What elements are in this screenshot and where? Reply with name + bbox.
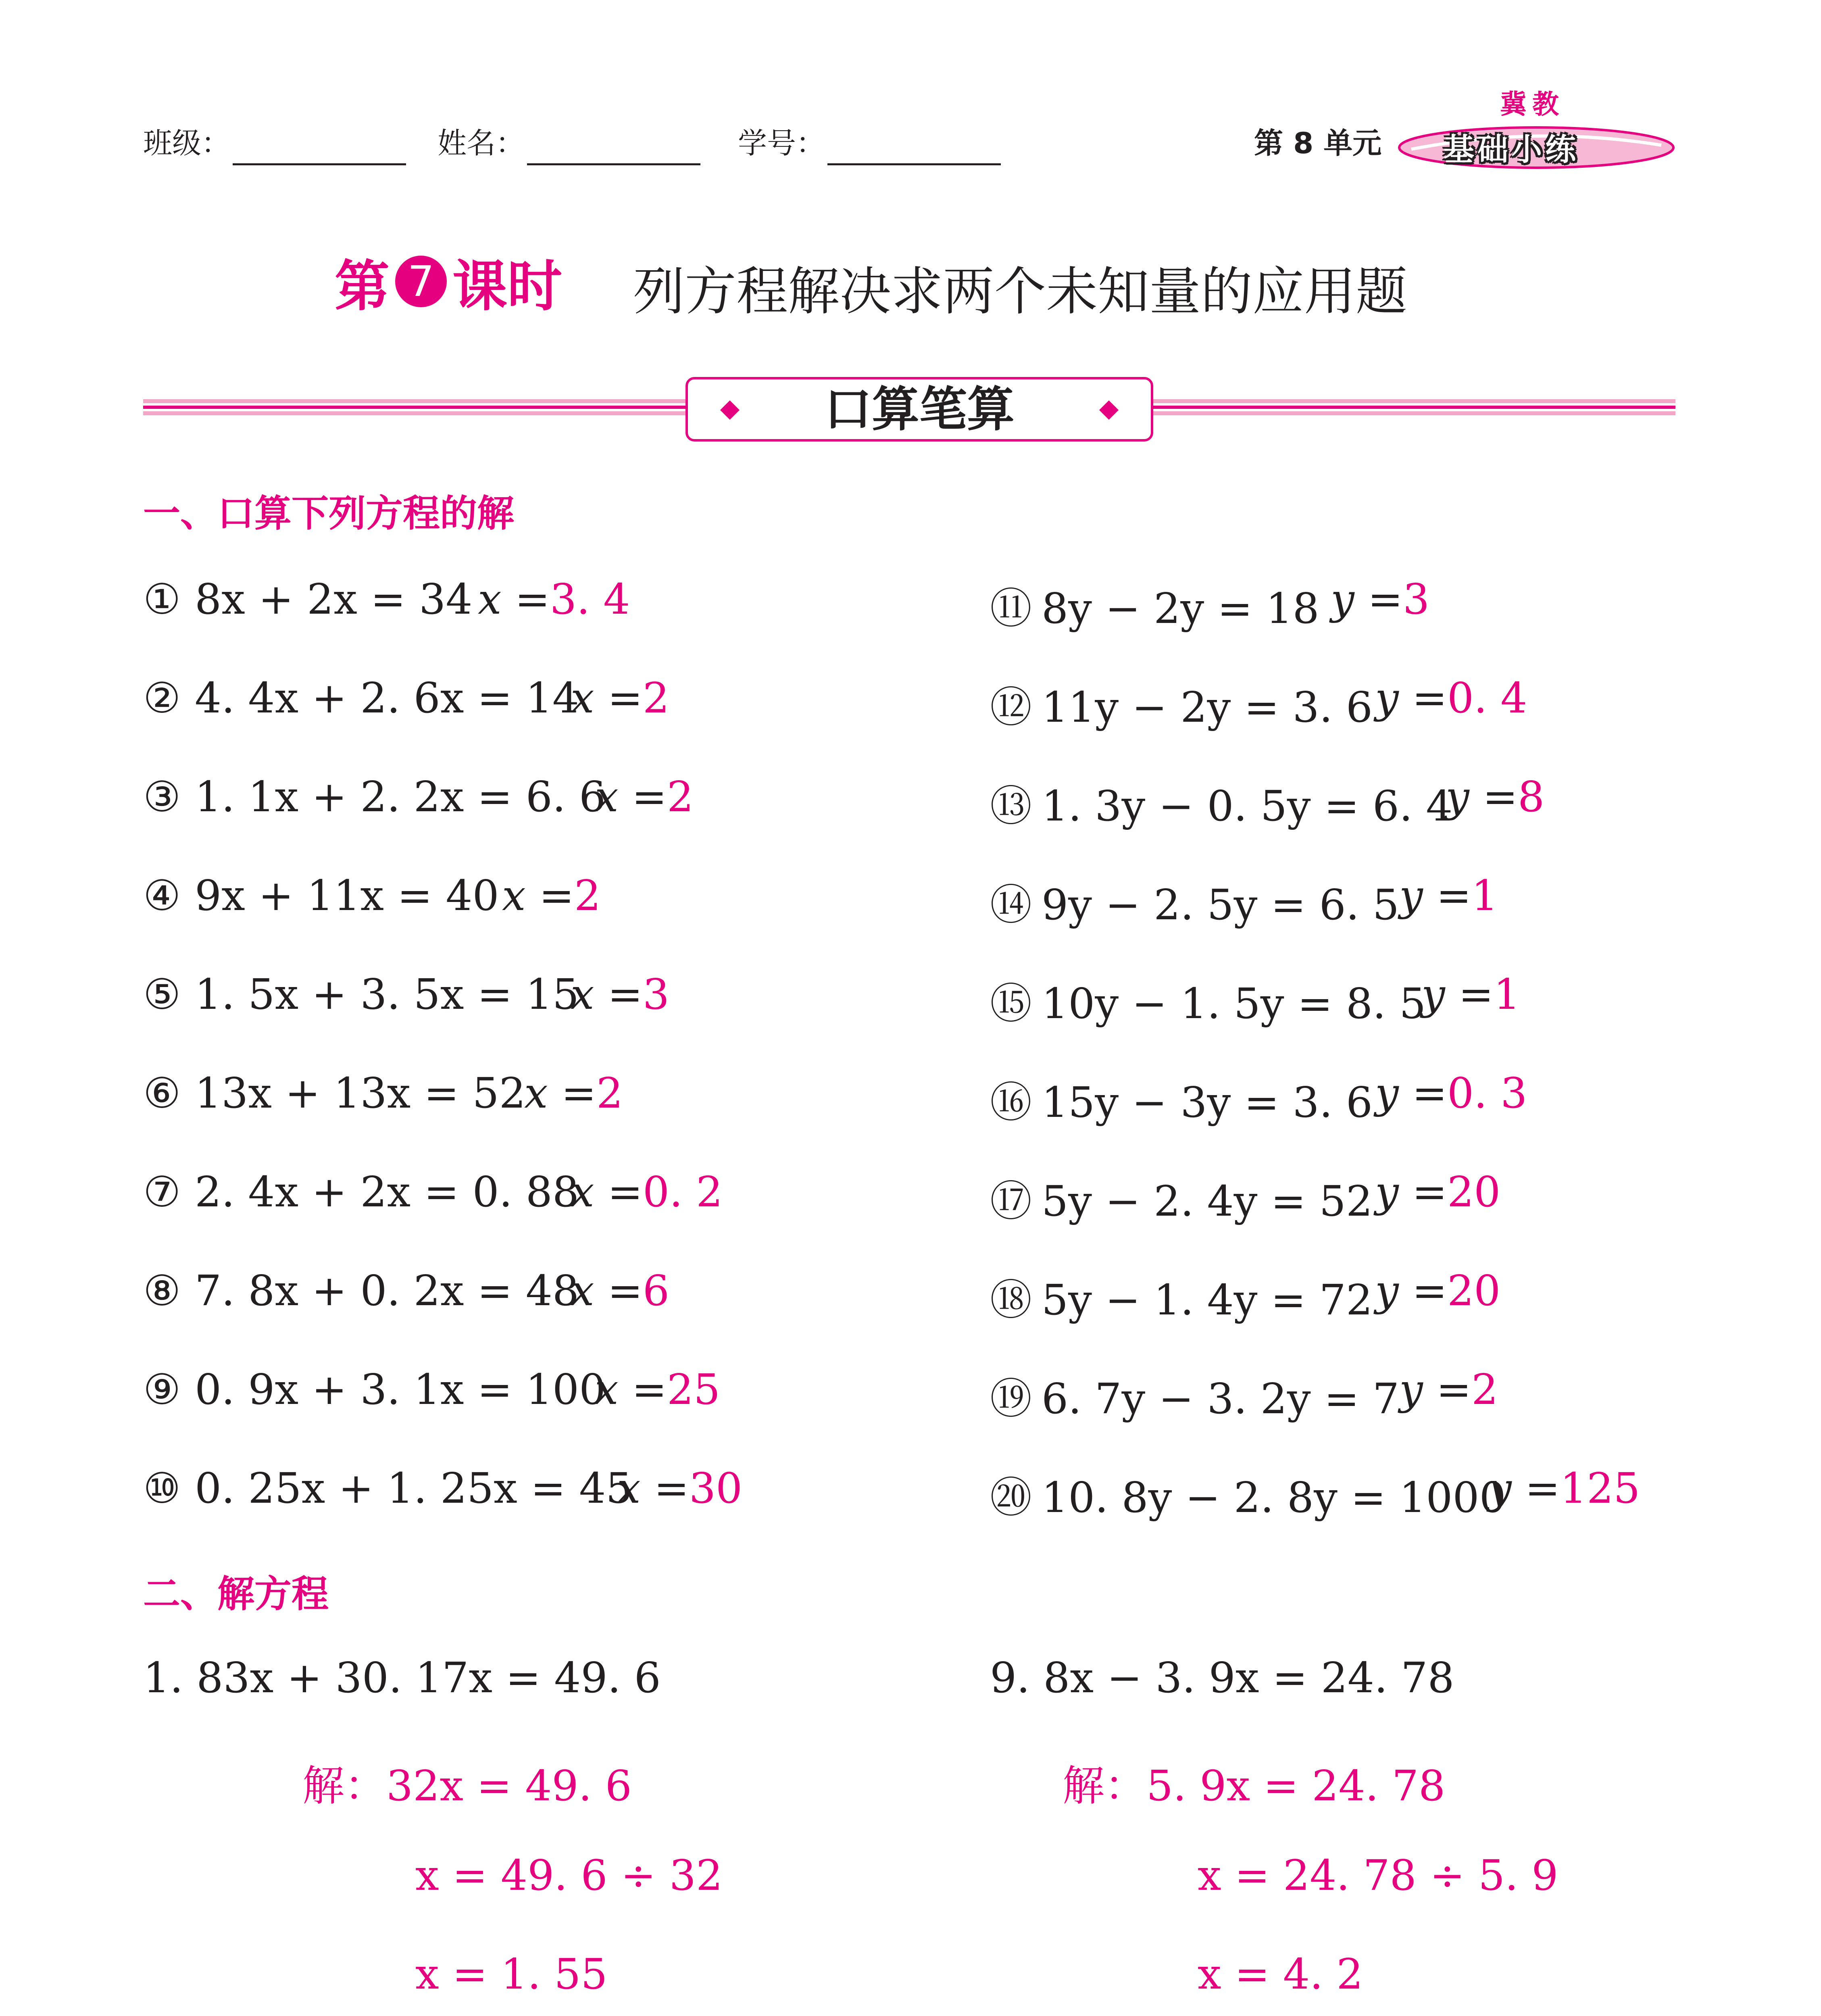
class-field bbox=[143, 121, 406, 165]
answer: y =0. 3 bbox=[1375, 1068, 1527, 1118]
list-item: ⑩ 0. 25x + 1. 25x = 45 bbox=[143, 1464, 633, 1513]
list-item: ⑤ 1. 5x + 3. 5x = 15 bbox=[143, 970, 579, 1019]
section-title: 口算笔算 bbox=[824, 381, 1015, 437]
list-item: ⑳ 10. 8y − 2. 8y = 1000 bbox=[990, 1473, 1506, 1522]
answer: x =6 bbox=[571, 1266, 670, 1315]
lesson-circle-number: 7 bbox=[395, 256, 447, 307]
answer: x =3. 4 bbox=[478, 575, 630, 624]
answer: x =2 bbox=[595, 772, 694, 821]
answer: y =3 bbox=[1331, 575, 1430, 624]
list-item: ⑰ 5y − 2. 4y = 52 bbox=[990, 1177, 1373, 1226]
list-item: ⑱ 5y − 1. 4y = 72 bbox=[990, 1275, 1373, 1325]
solution-1-step-3: x = 1. 55 bbox=[415, 1949, 608, 1999]
list-item: ⑯ 15y − 3y = 3. 6 bbox=[990, 1078, 1373, 1127]
list-item: ⑬ 1. 3y − 0. 5y = 6. 4 bbox=[990, 781, 1453, 831]
list-item: ① 8x + 2x = 34 bbox=[143, 575, 473, 624]
name-label: 姓名： bbox=[438, 126, 525, 160]
list-item: ⑦ 2. 4x + 2x = 0. 88 bbox=[143, 1167, 579, 1216]
unit-label: 第 8 单元 bbox=[1254, 126, 1382, 160]
answer: y =1 bbox=[1399, 871, 1498, 920]
class-label: 班级： bbox=[143, 126, 231, 160]
answer: y =8 bbox=[1446, 772, 1545, 821]
lesson-suffix: 课时 bbox=[452, 255, 562, 319]
lesson-prefix: 第 bbox=[335, 255, 390, 319]
answer: x =0. 2 bbox=[571, 1167, 723, 1216]
student-number-field bbox=[738, 121, 1001, 165]
problem-1: 1. 83x + 30. 17x = 49. 6 bbox=[143, 1653, 661, 1702]
list-item: ⑥ 13x + 13x = 52 bbox=[143, 1068, 526, 1118]
solution-2-step-2: x = 24. 78 ÷ 5. 9 bbox=[1198, 1851, 1558, 1900]
lesson-number bbox=[335, 242, 562, 321]
solution-1-step-2: x = 49. 6 ÷ 32 bbox=[415, 1851, 723, 1900]
solution-2-step-3: x = 4. 2 bbox=[1198, 1949, 1363, 1999]
answer: y =2 bbox=[1399, 1365, 1498, 1414]
list-item: ② 4. 4x + 2. 6x = 14 bbox=[143, 673, 579, 723]
answer: x =30 bbox=[617, 1464, 743, 1513]
list-item: ③ 1. 1x + 2. 2x = 6. 6 bbox=[143, 772, 606, 821]
list-item: ⑫ 11y − 2y = 3. 6 bbox=[990, 683, 1373, 732]
solution-1-step-1: 解：32x = 49. 6 bbox=[302, 1761, 632, 1810]
list-item: ⑧ 7. 8x + 0. 2x = 48 bbox=[143, 1266, 579, 1315]
name-blank[interactable] bbox=[527, 129, 700, 165]
class-blank[interactable] bbox=[233, 129, 406, 165]
student-number-blank[interactable] bbox=[827, 129, 1001, 165]
answer: x =2 bbox=[502, 871, 601, 920]
answer: y =0. 4 bbox=[1375, 673, 1527, 723]
brand-small: 冀教 bbox=[1500, 89, 1565, 120]
list-item: ⑲ 6. 7y − 3. 2y = 7 bbox=[990, 1374, 1400, 1423]
answer: x =3 bbox=[571, 970, 670, 1019]
list-item: ⑪ 8y − 2y = 18 bbox=[990, 584, 1319, 633]
page-title: 列方程解决求两个未知量的应用题 bbox=[633, 262, 1408, 322]
part2-heading: 二、解方程 bbox=[143, 1572, 329, 1616]
name-field bbox=[438, 121, 700, 165]
list-item: ⑨ 0. 9x + 3. 1x = 100 bbox=[143, 1365, 606, 1414]
list-item: ④ 9x + 11x = 40 bbox=[143, 871, 499, 920]
brand-title: 基础小练 bbox=[1444, 131, 1579, 167]
student-number-label: 学号： bbox=[738, 126, 825, 160]
part1-heading: 一、口算下列方程的解 bbox=[143, 492, 515, 535]
answer: x =2 bbox=[571, 673, 670, 723]
answer: x =25 bbox=[595, 1365, 721, 1414]
answer: y =20 bbox=[1375, 1167, 1501, 1216]
answer: x =2 bbox=[524, 1068, 623, 1118]
list-item: ⑮ 10y − 1. 5y = 8. 5 bbox=[990, 979, 1426, 1028]
problem-2: 9. 8x − 3. 9x = 24. 78 bbox=[990, 1653, 1454, 1702]
answer: y =125 bbox=[1488, 1464, 1640, 1513]
answer: y =20 bbox=[1375, 1266, 1501, 1315]
answer: y =1 bbox=[1421, 970, 1521, 1019]
solution-2-step-1: 解：5. 9x = 24. 78 bbox=[1063, 1761, 1446, 1810]
list-item: ⑭ 9y − 2. 5y = 6. 5 bbox=[990, 880, 1400, 929]
